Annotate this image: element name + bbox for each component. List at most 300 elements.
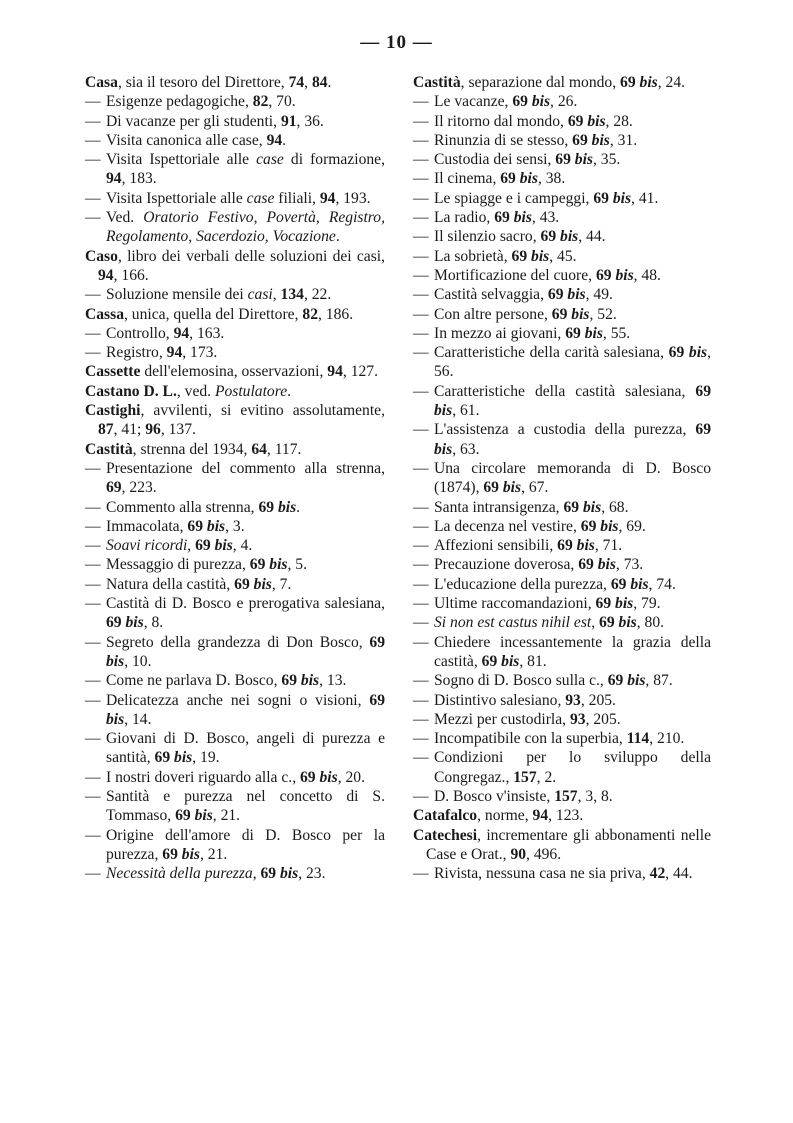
entry-text: 69 — [481, 652, 498, 670]
index-subentry — [85, 208, 385, 247]
index-subentry — [413, 729, 711, 748]
entry-text: L'educazione della purezza, — [434, 575, 611, 593]
entry-text: La radio, — [434, 209, 495, 227]
entry-headword: Castano D. L. — [85, 382, 177, 400]
entry-text: , 80. — [636, 614, 665, 632]
entry-text: , 24. — [657, 74, 686, 91]
entry-text: Rivista, nessuna casa ne sia priva, — [434, 865, 650, 883]
subentry-dash: — — [413, 228, 429, 246]
entry-text: bis — [319, 768, 338, 786]
entry-text: La decenza nel vestire, — [434, 517, 581, 535]
subentry-dash: — — [413, 344, 429, 362]
entry-text: , 223. — [121, 479, 157, 497]
index-subentry — [413, 324, 711, 343]
index-entry — [85, 305, 385, 324]
entry-text: Visita Ispettoriale alle — [106, 151, 257, 169]
entry-headword: Cassa — [85, 305, 124, 323]
entry-text: , 52. — [589, 305, 617, 323]
entry-text: Esigenze pedagogiche, — [106, 93, 253, 111]
index-entry — [85, 440, 385, 459]
entry-text: 69 — [620, 74, 636, 91]
index-subentry — [413, 227, 711, 246]
entry-text: bis — [582, 498, 602, 516]
entry-text: , 31. — [609, 131, 638, 149]
entry-text: I nostri doveri riguardo alla c., — [106, 768, 300, 786]
index-subentry — [413, 420, 711, 459]
entry-text: bis — [627, 672, 646, 690]
index-subentry — [85, 517, 385, 536]
entry-text: 69 — [555, 151, 571, 169]
entry-text: , 8. — [143, 614, 164, 632]
entry-text: bis — [587, 112, 606, 130]
entry-text: 69 — [580, 517, 597, 535]
entry-text: , 56. — [434, 344, 711, 381]
subentry-dash: — — [85, 826, 101, 844]
entry-text: bis — [600, 517, 619, 535]
index-subentry — [85, 729, 385, 768]
index-subentry — [413, 208, 711, 227]
entry-text: 114 — [626, 730, 650, 748]
entry-text: Affezioni sensibili, — [434, 537, 558, 555]
entry-text: , 23. — [298, 865, 326, 883]
subentry-dash: — — [413, 93, 429, 111]
entry-text: dell'elemosina, osservazioni, — [140, 363, 328, 381]
entry-text: , 123. — [548, 807, 584, 825]
entry-text: bis — [502, 479, 522, 497]
entry-text: , unica, quella del Direttore, — [124, 305, 303, 323]
entry-text: , 73. — [615, 556, 644, 574]
index-subentry — [413, 555, 711, 574]
entry-text: 69 — [572, 131, 588, 149]
entry-text: , separazione dal mondo, — [460, 74, 621, 91]
entry-text: Castità di D. Bosco e prerogativa salesiana, — [106, 595, 385, 613]
entry-text: bis — [615, 266, 634, 284]
subentry-dash: — — [85, 498, 101, 516]
entry-text: , 63. — [452, 440, 480, 458]
entry-text: , 183. — [121, 170, 157, 188]
entry-headword: Caso — [85, 247, 118, 265]
subentry-dash: — — [413, 382, 429, 400]
subentry-dash: — — [85, 730, 101, 748]
entry-text: 69 — [300, 768, 316, 786]
entry-text: Condizioni per lo sviluppo della Congregaz., — [434, 749, 711, 786]
entry-text: 134 — [280, 286, 304, 304]
index-subentry — [85, 864, 385, 883]
entry-text: . — [287, 382, 292, 400]
index-subentry — [413, 594, 711, 613]
index-subentry — [413, 864, 711, 883]
entry-text: Messaggio di purezza, — [106, 556, 250, 574]
entry-text: , 3. — [225, 517, 245, 535]
index-entry — [85, 73, 385, 92]
index-subentry — [85, 285, 385, 304]
entry-text: 69 — [563, 498, 580, 516]
entry-text: bis — [567, 286, 586, 304]
entry-text: Necessità della purezza — [106, 865, 253, 883]
subentry-dash: — — [413, 614, 429, 632]
index-subentry — [413, 150, 711, 169]
index-entry — [85, 247, 385, 286]
entry-text: Santità e purezza nel concetto di S. Tommaso, — [106, 787, 385, 825]
entry-text: Soluzione mensile dei — [106, 286, 248, 304]
index-subentry — [85, 189, 385, 208]
entry-text: bis — [597, 556, 616, 574]
entry-text: bis — [571, 305, 590, 323]
entry-text: , 205. — [585, 710, 621, 728]
entry-text: di formazione, — [283, 151, 386, 169]
entry-text: , 79. — [633, 595, 661, 613]
entry-text: , 2. — [536, 768, 557, 786]
entry-headword: Cassette — [85, 363, 141, 381]
index-subentry — [413, 691, 711, 710]
index-subentry — [85, 324, 385, 343]
index-entry — [413, 806, 711, 825]
index-subentry — [413, 305, 711, 324]
entry-text: , — [591, 614, 600, 632]
subentry-dash: — — [85, 93, 101, 111]
entry-text: , 36. — [296, 112, 324, 130]
index-subentry — [413, 266, 711, 285]
entry-text: 69 — [595, 595, 612, 613]
index-subentry — [85, 131, 385, 150]
entry-text: . — [327, 74, 332, 91]
index-subentry — [413, 189, 711, 208]
entry-text: 90 — [510, 845, 527, 863]
right-column — [413, 73, 711, 883]
entry-text: , 20. — [337, 768, 365, 786]
entry-text: Caratteristiche della carità salesiana, — [434, 344, 669, 362]
subentry-dash: — — [413, 575, 429, 593]
subentry-dash: — — [413, 266, 429, 284]
entry-text: In mezzo ai giovani, — [434, 324, 566, 342]
entry-text: bis — [125, 614, 144, 632]
index-subentry — [413, 671, 711, 690]
subentry-dash: — — [85, 595, 101, 613]
entry-text: Precauzione doverosa, — [434, 556, 579, 574]
entry-text: bis — [279, 865, 299, 883]
page-number: — 10 — — [360, 32, 433, 53]
subentry-dash: — — [85, 209, 101, 227]
index-subentry — [85, 768, 385, 787]
subentry-dash: — — [85, 517, 101, 535]
entry-text: , 496. — [526, 845, 562, 863]
entry-text: 96 — [145, 421, 161, 439]
entry-text: Castità selvaggia, — [434, 286, 548, 304]
subentry-dash: — — [85, 768, 101, 786]
entry-headword: Casa — [85, 74, 118, 91]
entry-text: bis — [615, 595, 634, 613]
index-subentry — [413, 131, 711, 150]
entry-text: 93 — [569, 710, 586, 728]
subentry-dash: — — [85, 556, 101, 574]
index-subentry — [413, 787, 711, 806]
entry-text: Di vacanze per gli studenti, — [106, 112, 281, 130]
entry-text: bis — [591, 131, 610, 149]
subentry-dash: — — [413, 633, 429, 651]
subentry-dash: — — [413, 170, 429, 188]
subentry-dash: — — [413, 498, 429, 516]
entry-text: Il silenzio sacro, — [434, 228, 541, 246]
entry-text: 69 — [599, 614, 615, 632]
entry-text: 84 — [311, 74, 328, 91]
entry-text: bis — [434, 402, 453, 420]
entry-text: , 4. — [232, 537, 253, 555]
entry-text: Visita canonica alle case, — [106, 131, 267, 149]
entry-text: , 163. — [189, 324, 225, 342]
index-entry — [413, 73, 711, 92]
entry-text: bis — [214, 537, 233, 555]
entry-text: , 186. — [318, 305, 354, 323]
entry-text: , 19. — [192, 749, 220, 767]
index-entry — [85, 382, 385, 401]
entry-text: 69 — [369, 691, 385, 709]
subentry-dash: — — [413, 421, 429, 439]
entry-text: Origine dell'amore di D. Bosco per la purezza, — [106, 826, 385, 863]
entry-text: Mezzi per custodirla, — [434, 710, 570, 728]
entry-text: 94 — [327, 363, 343, 381]
entry-text: , 10. — [124, 652, 152, 670]
entry-text: 64 — [251, 440, 267, 458]
entry-text: 69 — [106, 479, 122, 497]
entry-text: , 13. — [319, 672, 347, 690]
entry-text: , 74. — [648, 575, 676, 593]
entry-text: , 14. — [124, 710, 152, 728]
entry-text: 82 — [252, 93, 269, 111]
entry-text: . — [335, 228, 340, 246]
entry-text: 69 — [106, 614, 122, 632]
entry-text: 69 — [607, 672, 624, 690]
entry-text: , 3, 8. — [577, 787, 613, 805]
entry-text: 69 — [512, 93, 528, 111]
entry-text: bis — [300, 672, 320, 690]
subentry-dash: — — [413, 286, 429, 304]
entry-text: , 205. — [580, 691, 616, 709]
entry-text: 157 — [513, 768, 537, 786]
entry-text: Custodia dei sensi, — [434, 151, 556, 169]
entry-text: 69 — [565, 324, 581, 342]
entry-text: Soavi ricordi — [106, 537, 188, 555]
subentry-dash: — — [85, 537, 101, 555]
entry-text: bis — [519, 170, 538, 188]
entry-text: 69 — [557, 537, 573, 555]
entry-text: , 61. — [452, 402, 480, 420]
entry-text: bis — [688, 344, 708, 362]
entry-text: bis — [576, 537, 595, 555]
entry-headword: Catechesi — [413, 826, 478, 844]
index-subentry — [413, 498, 711, 517]
index-subentry — [413, 633, 711, 672]
entry-text: Presentazione del commento alla strenna, — [106, 459, 385, 477]
subentry-dash: — — [413, 247, 429, 265]
entry-text: Controllo, — [106, 324, 174, 342]
subentry-dash: — — [413, 517, 429, 535]
entry-text: Registro, — [106, 344, 167, 362]
entry-text: Il ritorno dal mondo, — [434, 112, 568, 130]
entry-text: 69 — [500, 170, 516, 188]
index-subentry — [85, 594, 385, 633]
entry-text: 69 — [551, 305, 568, 323]
entry-text: , incrementare gli abbonamenti nelle Case e Orat., — [426, 826, 711, 863]
entry-text: 94 — [106, 170, 122, 188]
subentry-dash: — — [413, 710, 429, 728]
entry-text: Una circolare memoranda di D. Bosco (1874), — [434, 459, 711, 497]
subentry-dash: — — [85, 131, 101, 149]
index-entry — [85, 401, 385, 440]
entry-text: bis — [174, 749, 193, 767]
entry-text: 69 — [668, 344, 685, 362]
entry-text: casi — [247, 286, 273, 304]
entry-text: , 71. — [594, 537, 623, 555]
entry-text: 69 — [281, 672, 297, 690]
entry-text: , — [272, 286, 281, 304]
subentry-dash: — — [413, 730, 429, 748]
subentry-dash: — — [85, 189, 101, 207]
subentry-dash: — — [413, 151, 429, 169]
subentry-dash: — — [413, 787, 429, 805]
entry-text: bis — [513, 209, 532, 227]
entry-text: , 173. — [182, 344, 218, 362]
index-subentry — [85, 536, 385, 555]
entry-text: case — [256, 151, 284, 169]
entry-text: , 87. — [645, 672, 673, 690]
entry-text: bis — [531, 247, 550, 265]
index-subentry — [85, 498, 385, 517]
index-subentry — [413, 575, 711, 594]
entry-text: Distintivo salesiano, — [434, 691, 566, 709]
entry-text: bis — [434, 440, 453, 458]
subentry-dash: — — [413, 672, 429, 690]
entry-text: Segreto della grandezza di Don Bosco, — [106, 633, 370, 651]
entry-text: 74 — [288, 74, 305, 91]
index-subentry — [413, 748, 711, 787]
entry-text: , 22. — [303, 286, 332, 304]
entry-text: , 5. — [287, 556, 307, 574]
entry-text: 69 — [595, 266, 612, 284]
entry-text: Visita Ispettoriale alle — [106, 189, 247, 207]
entry-text: , 38. — [537, 170, 566, 188]
index-subentry — [413, 710, 711, 729]
entry-text: , 7. — [271, 575, 292, 593]
entry-text: . — [296, 498, 301, 516]
index-entry — [85, 362, 385, 381]
index-subentry — [85, 575, 385, 594]
entry-text: bis — [106, 710, 125, 728]
entry-text: 69 — [195, 537, 211, 555]
entry-text: bis — [630, 575, 649, 593]
subentry-dash: — — [413, 112, 429, 130]
entry-text: 69 — [567, 112, 584, 130]
entry-text: , 44. — [578, 228, 606, 246]
entry-text: Mortificazione del cuore, — [434, 266, 596, 284]
index-subentry — [85, 92, 385, 111]
entry-text: bis — [194, 807, 213, 825]
entry-text: bis — [277, 498, 297, 516]
entry-text: , 28. — [605, 112, 633, 130]
subentry-dash: — — [85, 459, 101, 477]
entry-text: Ultime raccomandazioni, — [434, 595, 596, 613]
entry-text: 69 — [175, 807, 191, 825]
index-subentry — [413, 517, 711, 536]
entry-text: bis — [106, 652, 125, 670]
entry-text: Come ne parlava D. Bosco, — [106, 672, 282, 690]
subentry-dash: — — [413, 324, 429, 342]
subentry-dash: — — [413, 556, 429, 574]
subentry-dash: — — [413, 537, 429, 555]
entry-text: 69 — [547, 286, 564, 304]
entry-headword: Castighi — [85, 402, 141, 420]
entry-text: , 44. — [665, 865, 693, 883]
entry-text: . — [282, 131, 287, 149]
subentry-dash: — — [85, 787, 101, 805]
entry-text: L'assistenza a custodia della purezza, — [434, 421, 696, 439]
left-column — [85, 73, 385, 883]
entry-text: , ved. — [176, 382, 215, 400]
index-subentry — [413, 169, 711, 188]
index-subentry — [85, 826, 385, 865]
entry-text: , 35. — [592, 151, 621, 169]
entry-text: , 117. — [266, 440, 302, 458]
subentry-dash: — — [413, 131, 429, 149]
index-subentry — [85, 343, 385, 362]
entry-text: Il cinema, — [434, 170, 501, 188]
subentry-dash: — — [85, 151, 101, 169]
entry-text: , 137. — [160, 421, 196, 439]
entry-text: , 127. — [342, 363, 378, 381]
index-subentry — [413, 613, 711, 632]
entry-text: La sobrietà, — [434, 247, 512, 265]
entry-text: 69 — [260, 865, 277, 883]
index-subentry — [413, 247, 711, 266]
entry-text: Natura della castità, — [106, 575, 235, 593]
entry-text: 69 — [249, 556, 266, 574]
entry-text: bis — [574, 151, 593, 169]
subentry-dash: — — [85, 324, 101, 342]
entry-text: bis — [560, 228, 579, 246]
subentry-dash: — — [413, 749, 429, 767]
subentry-dash: — — [85, 344, 101, 362]
entry-text: 82 — [302, 305, 318, 323]
index-subentry — [413, 92, 711, 111]
index-subentry — [413, 343, 711, 382]
entry-text: bis — [584, 324, 603, 342]
entry-text: , 26. — [550, 93, 578, 111]
index-subentry — [85, 150, 385, 189]
subentry-dash: — — [85, 112, 101, 130]
entry-text: Caratteristiche della castità salesiana, — [434, 382, 696, 400]
entry-text: bis — [618, 614, 637, 632]
entry-text: Incompatibile con la superbia, — [434, 730, 627, 748]
index-subentry — [85, 112, 385, 131]
subentry-dash: — — [413, 459, 429, 477]
entry-headword: Catafalco — [413, 807, 478, 825]
entry-text: , 48. — [633, 266, 661, 284]
subentry-dash: — — [85, 691, 101, 709]
subentry-dash: — — [413, 305, 429, 323]
entry-text: 69 — [187, 517, 203, 535]
entry-text: 69 — [511, 247, 528, 265]
subentry-dash: — — [413, 189, 429, 207]
entry-text: , norme, — [477, 807, 533, 825]
entry-text: 69 — [578, 556, 594, 574]
subentry-dash: — — [85, 633, 101, 651]
entry-text: , avvilenti, si evitino assolutamente, — [140, 402, 385, 420]
entry-text: , 21. — [212, 807, 241, 825]
index-subentry — [413, 285, 711, 304]
subentry-dash: — — [413, 595, 429, 613]
subentry-dash: — — [85, 672, 101, 690]
subentry-dash: — — [85, 865, 101, 883]
entry-text: , — [187, 537, 196, 555]
